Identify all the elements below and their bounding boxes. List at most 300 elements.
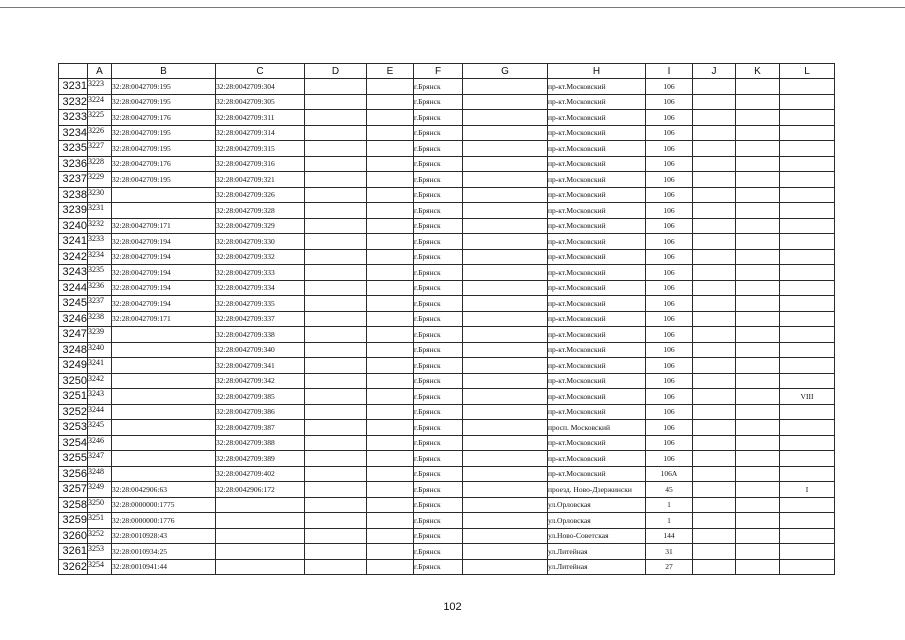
cell-j[interactable] xyxy=(693,203,736,219)
cell-i[interactable]: 45 xyxy=(646,482,693,498)
cell-h[interactable]: пр-кт.Московский xyxy=(548,280,646,296)
cell-c[interactable]: 32:28:0042709:385 xyxy=(216,389,305,405)
cell-a[interactable]: 3244 xyxy=(88,404,112,420)
cell-f[interactable]: г.Брянск xyxy=(414,94,463,110)
cell-h[interactable]: пр-кт.Московский xyxy=(548,249,646,265)
cell-k[interactable] xyxy=(736,420,780,436)
cell-d[interactable] xyxy=(305,203,367,219)
row-number-cell[interactable]: 3235 xyxy=(59,141,88,157)
cell-d[interactable] xyxy=(305,218,367,234)
cell-k[interactable] xyxy=(736,559,780,575)
cell-d[interactable] xyxy=(305,110,367,126)
cell-i[interactable]: 106 xyxy=(646,187,693,203)
cell-c[interactable]: 32:28:0042709:340 xyxy=(216,342,305,358)
cell-l[interactable] xyxy=(780,327,835,343)
cell-h[interactable]: пр-кт.Московский xyxy=(548,218,646,234)
cell-c[interactable]: 32:28:0042709:342 xyxy=(216,373,305,389)
row-number-cell[interactable]: 3252 xyxy=(59,404,88,420)
row-number-cell[interactable]: 3248 xyxy=(59,342,88,358)
column-header-k[interactable]: K xyxy=(736,64,780,79)
cell-l[interactable] xyxy=(780,544,835,560)
cell-c[interactable] xyxy=(216,544,305,560)
column-header-d[interactable]: D xyxy=(305,64,367,79)
cell-g[interactable] xyxy=(463,203,548,219)
cell-g[interactable] xyxy=(463,265,548,281)
row-number-cell[interactable]: 3243 xyxy=(59,265,88,281)
cell-g[interactable] xyxy=(463,327,548,343)
cell-c[interactable]: 32:28:0042709:332 xyxy=(216,249,305,265)
cell-d[interactable] xyxy=(305,311,367,327)
cell-i[interactable]: 27 xyxy=(646,559,693,575)
cell-j[interactable] xyxy=(693,94,736,110)
cell-e[interactable] xyxy=(367,311,414,327)
cell-j[interactable] xyxy=(693,373,736,389)
cell-c[interactable]: 32:28:0042709:304 xyxy=(216,79,305,95)
cell-j[interactable] xyxy=(693,497,736,513)
cell-k[interactable] xyxy=(736,482,780,498)
cell-i[interactable]: 106 xyxy=(646,141,693,157)
cell-g[interactable] xyxy=(463,125,548,141)
cell-e[interactable] xyxy=(367,559,414,575)
cell-d[interactable] xyxy=(305,513,367,529)
cell-a[interactable]: 3253 xyxy=(88,544,112,560)
cell-l[interactable] xyxy=(780,451,835,467)
cell-j[interactable] xyxy=(693,342,736,358)
cell-k[interactable] xyxy=(736,234,780,250)
cell-f[interactable]: г.Брянск xyxy=(414,389,463,405)
cell-a[interactable]: 3236 xyxy=(88,280,112,296)
cell-a[interactable]: 3234 xyxy=(88,249,112,265)
cell-j[interactable] xyxy=(693,249,736,265)
cell-b[interactable] xyxy=(112,203,216,219)
cell-c[interactable]: 32:28:0042709:335 xyxy=(216,296,305,312)
cell-g[interactable] xyxy=(463,296,548,312)
cell-d[interactable] xyxy=(305,373,367,389)
cell-e[interactable] xyxy=(367,249,414,265)
cell-a[interactable]: 3240 xyxy=(88,342,112,358)
cell-f[interactable]: г.Брянск xyxy=(414,451,463,467)
cell-c[interactable]: 32:28:0042709:311 xyxy=(216,110,305,126)
cell-j[interactable] xyxy=(693,466,736,482)
cell-c[interactable]: 32:28:0042709:329 xyxy=(216,218,305,234)
cell-l[interactable] xyxy=(780,218,835,234)
cell-f[interactable]: г.Брянск xyxy=(414,249,463,265)
cell-k[interactable] xyxy=(736,141,780,157)
cell-k[interactable] xyxy=(736,497,780,513)
cell-l[interactable] xyxy=(780,358,835,374)
cell-k[interactable] xyxy=(736,249,780,265)
row-number-cell[interactable]: 3240 xyxy=(59,218,88,234)
cell-f[interactable]: г.Брянск xyxy=(414,125,463,141)
cell-g[interactable] xyxy=(463,358,548,374)
cell-d[interactable] xyxy=(305,94,367,110)
cell-e[interactable] xyxy=(367,218,414,234)
cell-k[interactable] xyxy=(736,513,780,529)
cell-h[interactable]: ул.Литейная xyxy=(548,559,646,575)
cell-j[interactable] xyxy=(693,311,736,327)
cell-k[interactable] xyxy=(736,327,780,343)
cell-f[interactable]: г.Брянск xyxy=(414,528,463,544)
cell-h[interactable]: ул.Литейная xyxy=(548,544,646,560)
cell-f[interactable]: г.Брянск xyxy=(414,203,463,219)
cell-i[interactable]: 106 xyxy=(646,94,693,110)
cell-f[interactable]: г.Брянск xyxy=(414,497,463,513)
cell-h[interactable]: пр-кт.Московский xyxy=(548,125,646,141)
cell-b[interactable] xyxy=(112,187,216,203)
cell-l[interactable] xyxy=(780,203,835,219)
row-number-cell[interactable]: 3259 xyxy=(59,513,88,529)
cell-l[interactable] xyxy=(780,311,835,327)
cell-l[interactable] xyxy=(780,187,835,203)
cell-g[interactable] xyxy=(463,110,548,126)
cell-l[interactable] xyxy=(780,296,835,312)
row-number-cell[interactable]: 3247 xyxy=(59,327,88,343)
cell-b[interactable] xyxy=(112,451,216,467)
cell-c[interactable]: 32:28:0042709:326 xyxy=(216,187,305,203)
cell-b[interactable] xyxy=(112,358,216,374)
cell-b[interactable]: 32:28:0042709:194 xyxy=(112,234,216,250)
cell-f[interactable]: г.Брянск xyxy=(414,311,463,327)
cell-b[interactable]: 32:28:0000000:1776 xyxy=(112,513,216,529)
cell-i[interactable]: 106 xyxy=(646,389,693,405)
cell-e[interactable] xyxy=(367,451,414,467)
cell-k[interactable] xyxy=(736,389,780,405)
cell-c[interactable]: 32:28:0042709:337 xyxy=(216,311,305,327)
row-number-cell[interactable]: 3237 xyxy=(59,172,88,188)
cell-e[interactable] xyxy=(367,265,414,281)
cell-a[interactable]: 3230 xyxy=(88,187,112,203)
column-header-l[interactable]: L xyxy=(780,64,835,79)
cell-e[interactable] xyxy=(367,497,414,513)
cell-e[interactable] xyxy=(367,110,414,126)
cell-a[interactable]: 3232 xyxy=(88,218,112,234)
cell-h[interactable]: пр-кт.Московский xyxy=(548,342,646,358)
cell-g[interactable] xyxy=(463,187,548,203)
cell-d[interactable] xyxy=(305,280,367,296)
cell-k[interactable] xyxy=(736,125,780,141)
cell-a[interactable]: 3248 xyxy=(88,466,112,482)
cell-i[interactable]: 106 xyxy=(646,218,693,234)
cell-e[interactable] xyxy=(367,358,414,374)
cell-d[interactable] xyxy=(305,296,367,312)
cell-i[interactable]: 106 xyxy=(646,265,693,281)
cell-e[interactable] xyxy=(367,187,414,203)
cell-l[interactable] xyxy=(780,559,835,575)
cell-a[interactable]: 3235 xyxy=(88,265,112,281)
cell-b[interactable]: 32:28:0042709:195 xyxy=(112,79,216,95)
cell-h[interactable]: пр-кт.Московский xyxy=(548,404,646,420)
cell-f[interactable]: г.Брянск xyxy=(414,234,463,250)
cell-b[interactable]: 32:28:0042709:194 xyxy=(112,296,216,312)
cell-i[interactable]: 106А xyxy=(646,466,693,482)
cell-f[interactable]: г.Брянск xyxy=(414,280,463,296)
cell-f[interactable]: г.Брянск xyxy=(414,373,463,389)
column-header-c[interactable]: C xyxy=(216,64,305,79)
cell-d[interactable] xyxy=(305,482,367,498)
cell-e[interactable] xyxy=(367,404,414,420)
cell-h[interactable]: проезд. Ново-Дзержински xyxy=(548,482,646,498)
cell-a[interactable]: 3246 xyxy=(88,435,112,451)
cell-j[interactable] xyxy=(693,156,736,172)
cell-g[interactable] xyxy=(463,451,548,467)
cell-h[interactable]: пр-кт.Московский xyxy=(548,156,646,172)
cell-b[interactable] xyxy=(112,466,216,482)
cell-d[interactable] xyxy=(305,265,367,281)
cell-c[interactable]: 32:28:0042709:338 xyxy=(216,327,305,343)
cell-d[interactable] xyxy=(305,497,367,513)
cell-k[interactable] xyxy=(736,404,780,420)
cell-j[interactable] xyxy=(693,141,736,157)
cell-h[interactable]: пр-кт.Московский xyxy=(548,141,646,157)
cell-h[interactable]: пр-кт.Московский xyxy=(548,172,646,188)
cell-b[interactable] xyxy=(112,404,216,420)
cell-e[interactable] xyxy=(367,94,414,110)
cell-l[interactable] xyxy=(780,234,835,250)
cell-l[interactable] xyxy=(780,172,835,188)
row-number-cell[interactable]: 3251 xyxy=(59,389,88,405)
cell-l[interactable] xyxy=(780,373,835,389)
cell-e[interactable] xyxy=(367,79,414,95)
cell-f[interactable]: г.Брянск xyxy=(414,435,463,451)
cell-b[interactable] xyxy=(112,342,216,358)
cell-j[interactable] xyxy=(693,559,736,575)
cell-f[interactable]: г.Брянск xyxy=(414,187,463,203)
cell-b[interactable]: 32:28:0042709:195 xyxy=(112,172,216,188)
cell-j[interactable] xyxy=(693,435,736,451)
cell-a[interactable]: 3243 xyxy=(88,389,112,405)
cell-j[interactable] xyxy=(693,404,736,420)
cell-a[interactable]: 3239 xyxy=(88,327,112,343)
cell-l[interactable] xyxy=(780,265,835,281)
cell-k[interactable] xyxy=(736,110,780,126)
row-number-cell[interactable]: 3231 xyxy=(59,79,88,95)
cell-i[interactable]: 106 xyxy=(646,156,693,172)
cell-e[interactable] xyxy=(367,373,414,389)
cell-a[interactable]: 3251 xyxy=(88,513,112,529)
cell-k[interactable] xyxy=(736,79,780,95)
cell-a[interactable]: 3233 xyxy=(88,234,112,250)
cell-a[interactable]: 3228 xyxy=(88,156,112,172)
cell-f[interactable]: г.Брянск xyxy=(414,296,463,312)
cell-b[interactable]: 32:28:0042709:171 xyxy=(112,218,216,234)
cell-c[interactable]: 32:28:0042709:402 xyxy=(216,466,305,482)
cell-k[interactable] xyxy=(736,342,780,358)
cell-h[interactable]: пр-кт.Московский xyxy=(548,296,646,312)
cell-c[interactable]: 32:28:0042709:387 xyxy=(216,420,305,436)
cell-k[interactable] xyxy=(736,435,780,451)
row-number-cell[interactable]: 3244 xyxy=(59,280,88,296)
cell-f[interactable]: г.Брянск xyxy=(414,420,463,436)
cell-g[interactable] xyxy=(463,311,548,327)
cell-b[interactable] xyxy=(112,435,216,451)
cell-e[interactable] xyxy=(367,466,414,482)
cell-b[interactable]: 32:28:0042709:176 xyxy=(112,156,216,172)
cell-d[interactable] xyxy=(305,172,367,188)
cell-c[interactable] xyxy=(216,559,305,575)
cell-e[interactable] xyxy=(367,389,414,405)
row-number-cell[interactable]: 3260 xyxy=(59,528,88,544)
row-number-cell[interactable]: 3262 xyxy=(59,559,88,575)
cell-b[interactable]: 32:28:0042709:194 xyxy=(112,265,216,281)
cell-a[interactable]: 3229 xyxy=(88,172,112,188)
cell-b[interactable]: 32:28:0042709:195 xyxy=(112,94,216,110)
cell-i[interactable]: 106 xyxy=(646,125,693,141)
cell-l[interactable] xyxy=(780,420,835,436)
row-number-cell[interactable]: 3253 xyxy=(59,420,88,436)
cell-d[interactable] xyxy=(305,466,367,482)
cell-k[interactable] xyxy=(736,94,780,110)
cell-b[interactable]: 32:28:0042709:176 xyxy=(112,110,216,126)
cell-g[interactable] xyxy=(463,544,548,560)
cell-a[interactable]: 3225 xyxy=(88,110,112,126)
cell-l[interactable] xyxy=(780,342,835,358)
cell-i[interactable]: 1 xyxy=(646,497,693,513)
cell-f[interactable]: г.Брянск xyxy=(414,218,463,234)
cell-h[interactable]: ул.Ново-Советская xyxy=(548,528,646,544)
cell-j[interactable] xyxy=(693,482,736,498)
row-number-cell[interactable]: 3238 xyxy=(59,187,88,203)
cell-g[interactable] xyxy=(463,513,548,529)
cell-b[interactable]: 32:28:0042709:194 xyxy=(112,280,216,296)
cell-k[interactable] xyxy=(736,265,780,281)
cell-k[interactable] xyxy=(736,280,780,296)
cell-h[interactable]: пр-кт.Московский xyxy=(548,110,646,126)
cell-c[interactable]: 32:28:0042709:316 xyxy=(216,156,305,172)
column-header-f[interactable]: F xyxy=(414,64,463,79)
cell-l[interactable] xyxy=(780,466,835,482)
cell-i[interactable]: 31 xyxy=(646,544,693,560)
cell-g[interactable] xyxy=(463,482,548,498)
cell-d[interactable] xyxy=(305,528,367,544)
cell-h[interactable]: ул.Орловская xyxy=(548,513,646,529)
cell-f[interactable]: г.Брянск xyxy=(414,544,463,560)
cell-c[interactable]: 32:28:0042709:389 xyxy=(216,451,305,467)
cell-j[interactable] xyxy=(693,389,736,405)
cell-j[interactable] xyxy=(693,265,736,281)
cell-a[interactable]: 3247 xyxy=(88,451,112,467)
cell-b[interactable]: 32:28:0010928:43 xyxy=(112,528,216,544)
cell-k[interactable] xyxy=(736,528,780,544)
row-number-cell[interactable]: 3249 xyxy=(59,358,88,374)
column-header-a[interactable]: A xyxy=(88,64,112,79)
row-number-cell[interactable]: 3255 xyxy=(59,451,88,467)
cell-g[interactable] xyxy=(463,559,548,575)
cell-b[interactable]: 32:28:0042709:171 xyxy=(112,311,216,327)
cell-g[interactable] xyxy=(463,497,548,513)
cell-e[interactable] xyxy=(367,342,414,358)
cell-j[interactable] xyxy=(693,327,736,343)
cell-j[interactable] xyxy=(693,125,736,141)
cell-f[interactable]: г.Брянск xyxy=(414,141,463,157)
cell-k[interactable] xyxy=(736,544,780,560)
cell-l[interactable] xyxy=(780,404,835,420)
cell-g[interactable] xyxy=(463,141,548,157)
cell-i[interactable]: 106 xyxy=(646,172,693,188)
cell-a[interactable]: 3250 xyxy=(88,497,112,513)
row-number-cell[interactable]: 3261 xyxy=(59,544,88,560)
cell-k[interactable] xyxy=(736,156,780,172)
cell-i[interactable]: 106 xyxy=(646,296,693,312)
cell-k[interactable] xyxy=(736,311,780,327)
cell-j[interactable] xyxy=(693,110,736,126)
cell-k[interactable] xyxy=(736,187,780,203)
cell-h[interactable]: пр-кт.Московский xyxy=(548,265,646,281)
cell-e[interactable] xyxy=(367,141,414,157)
cell-j[interactable] xyxy=(693,296,736,312)
cell-a[interactable]: 3242 xyxy=(88,373,112,389)
cell-g[interactable] xyxy=(463,249,548,265)
cell-f[interactable]: г.Брянск xyxy=(414,404,463,420)
cell-a[interactable]: 3252 xyxy=(88,528,112,544)
cell-c[interactable]: 32:28:0042709:314 xyxy=(216,125,305,141)
cell-f[interactable]: г.Брянск xyxy=(414,79,463,95)
cell-d[interactable] xyxy=(305,420,367,436)
cell-c[interactable]: 32:28:0042709:305 xyxy=(216,94,305,110)
cell-k[interactable] xyxy=(736,466,780,482)
cell-j[interactable] xyxy=(693,513,736,529)
cell-e[interactable] xyxy=(367,156,414,172)
cell-c[interactable]: 32:28:0042709:386 xyxy=(216,404,305,420)
row-number-cell[interactable]: 3233 xyxy=(59,110,88,126)
cell-b[interactable]: 32:28:0042906:63 xyxy=(112,482,216,498)
cell-a[interactable]: 3237 xyxy=(88,296,112,312)
cell-c[interactable]: 32:28:0042709:333 xyxy=(216,265,305,281)
cell-d[interactable] xyxy=(305,327,367,343)
cell-j[interactable] xyxy=(693,358,736,374)
cell-k[interactable] xyxy=(736,358,780,374)
cell-i[interactable]: 144 xyxy=(646,528,693,544)
cell-i[interactable]: 106 xyxy=(646,79,693,95)
cell-d[interactable] xyxy=(305,234,367,250)
cell-c[interactable] xyxy=(216,528,305,544)
cell-l[interactable] xyxy=(780,125,835,141)
column-header-g[interactable]: G xyxy=(463,64,548,79)
cell-l[interactable] xyxy=(780,156,835,172)
cell-b[interactable]: 32:28:0000000:1775 xyxy=(112,497,216,513)
cell-h[interactable]: пр-кт.Московский xyxy=(548,79,646,95)
cell-l[interactable] xyxy=(780,280,835,296)
row-number-cell[interactable]: 3242 xyxy=(59,249,88,265)
cell-g[interactable] xyxy=(463,280,548,296)
cell-l[interactable] xyxy=(780,141,835,157)
cell-k[interactable] xyxy=(736,203,780,219)
cell-h[interactable]: пр-кт.Московский xyxy=(548,373,646,389)
cell-b[interactable] xyxy=(112,327,216,343)
cell-b[interactable]: 32:28:0042709:194 xyxy=(112,249,216,265)
cell-c[interactable]: 32:28:0042709:341 xyxy=(216,358,305,374)
cell-d[interactable] xyxy=(305,451,367,467)
cell-f[interactable]: г.Брянск xyxy=(414,559,463,575)
row-number-cell[interactable]: 3254 xyxy=(59,435,88,451)
cell-h[interactable]: пр-кт.Московский xyxy=(548,203,646,219)
cell-e[interactable] xyxy=(367,234,414,250)
cell-f[interactable]: г.Брянск xyxy=(414,358,463,374)
cell-l[interactable]: I xyxy=(780,482,835,498)
cell-f[interactable]: г.Брянск xyxy=(414,172,463,188)
cell-d[interactable] xyxy=(305,156,367,172)
column-header-h[interactable]: H xyxy=(548,64,646,79)
cell-i[interactable]: 106 xyxy=(646,342,693,358)
cell-h[interactable]: пр-кт.Московский xyxy=(548,389,646,405)
cell-i[interactable]: 1 xyxy=(646,513,693,529)
cell-d[interactable] xyxy=(305,389,367,405)
cell-e[interactable] xyxy=(367,125,414,141)
cell-b[interactable] xyxy=(112,420,216,436)
cell-f[interactable]: г.Брянск xyxy=(414,156,463,172)
cell-j[interactable] xyxy=(693,420,736,436)
cell-h[interactable]: просп. Московский xyxy=(548,420,646,436)
cell-b[interactable]: 32:28:0010941:44 xyxy=(112,559,216,575)
